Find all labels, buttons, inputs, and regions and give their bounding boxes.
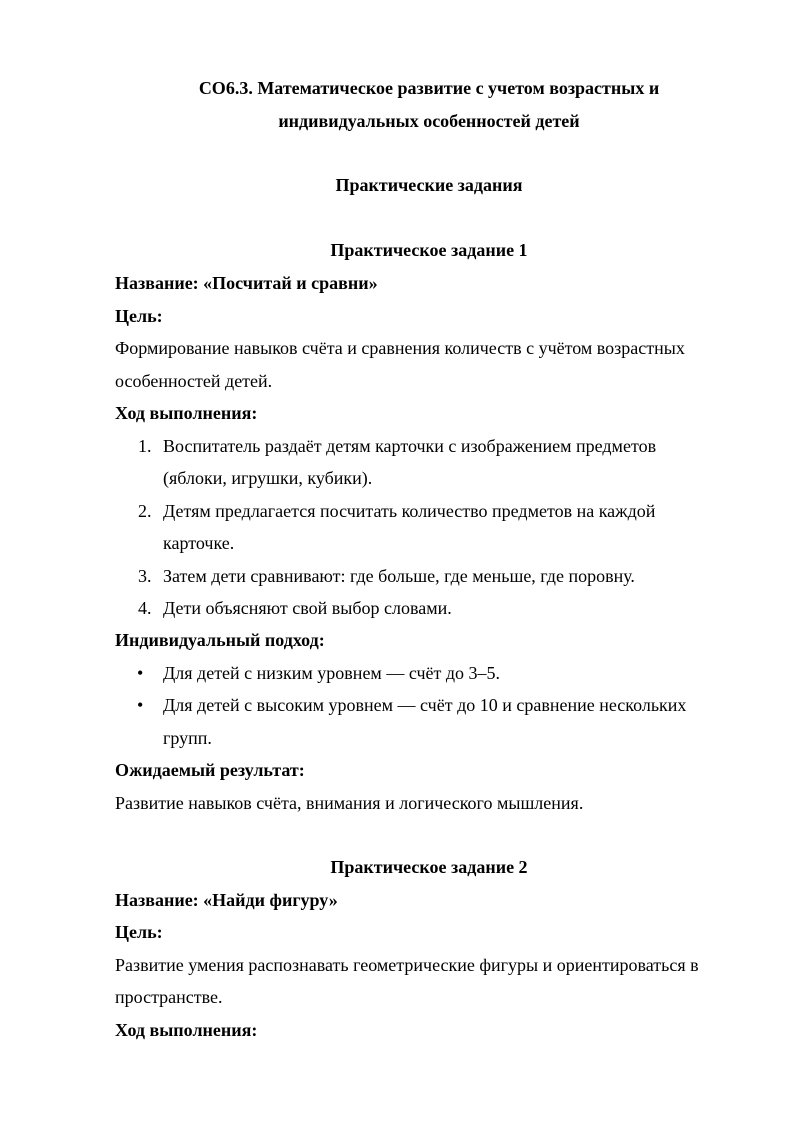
step-text-continued: карточке. [163, 533, 235, 553]
task2-goal-label: Цель: [115, 922, 163, 942]
task1-result-text: Развитие навыков счёта, внимания и логического мышления. [115, 793, 584, 813]
task1-result-label: Ожидаемый результат: [115, 760, 305, 780]
step-text: Затем дети сравнивают: где больше, где меньше, где поровну. [163, 566, 635, 586]
step-text: Детям предлагается посчитать количество предметов на каждой [163, 501, 656, 521]
task2-procedure-label: Ход выполнения: [115, 1020, 258, 1040]
step-text: Воспитатель раздаёт детям карточки с изображением предметов [163, 436, 657, 456]
bullet-text: Для детей с низким уровнем — счёт до 3–5. [163, 663, 501, 683]
step-number: 3. [138, 566, 152, 586]
task1-individual-label: Индивидуальный подход: [115, 630, 325, 650]
step-text: Дети объясняют свой выбор словами. [163, 598, 452, 618]
task1-procedure-label: Ход выполнения: [115, 403, 258, 423]
task1-goal-label: Цель: [115, 306, 163, 326]
task2-goal-text-line-1: Развитие умения распознавать геометрические фигуры и ориентироваться в [115, 955, 699, 975]
bullet-text: Для детей с высоким уровнем — счёт до 10 и сравнение нескольких [163, 695, 687, 715]
task1-heading: Практическое задание 1 [330, 240, 528, 260]
task2-heading: Практическое задание 2 [330, 857, 528, 877]
bullet-text-continued: групп. [163, 728, 212, 748]
step-text-continued: (яблоки, игрушки, кубики). [163, 468, 373, 488]
section-heading: Практические задания [335, 175, 523, 195]
task2-goal-text-line-2: пространстве. [115, 987, 223, 1007]
document-title-line-1: СО6.3. Математическое развитие с учетом возрастных и [198, 78, 660, 98]
task1-name: Название: «Посчитай и сравни» [115, 273, 378, 293]
task1-goal-text-line-2: особенностей детей. [115, 371, 273, 391]
bullet-marker: • [137, 663, 144, 683]
task1-goal-text-line-1: Формирование навыков счёта и сравнения количеств с учётом возрастных [115, 338, 685, 358]
task2-name: Название: «Найди фигуру» [115, 890, 338, 910]
document-title-line-2: индивидуальных особенностей детей [278, 111, 580, 131]
step-number: 2. [138, 501, 152, 521]
step-number: 4. [138, 598, 152, 618]
step-number: 1. [138, 436, 152, 456]
bullet-marker: • [137, 695, 144, 715]
